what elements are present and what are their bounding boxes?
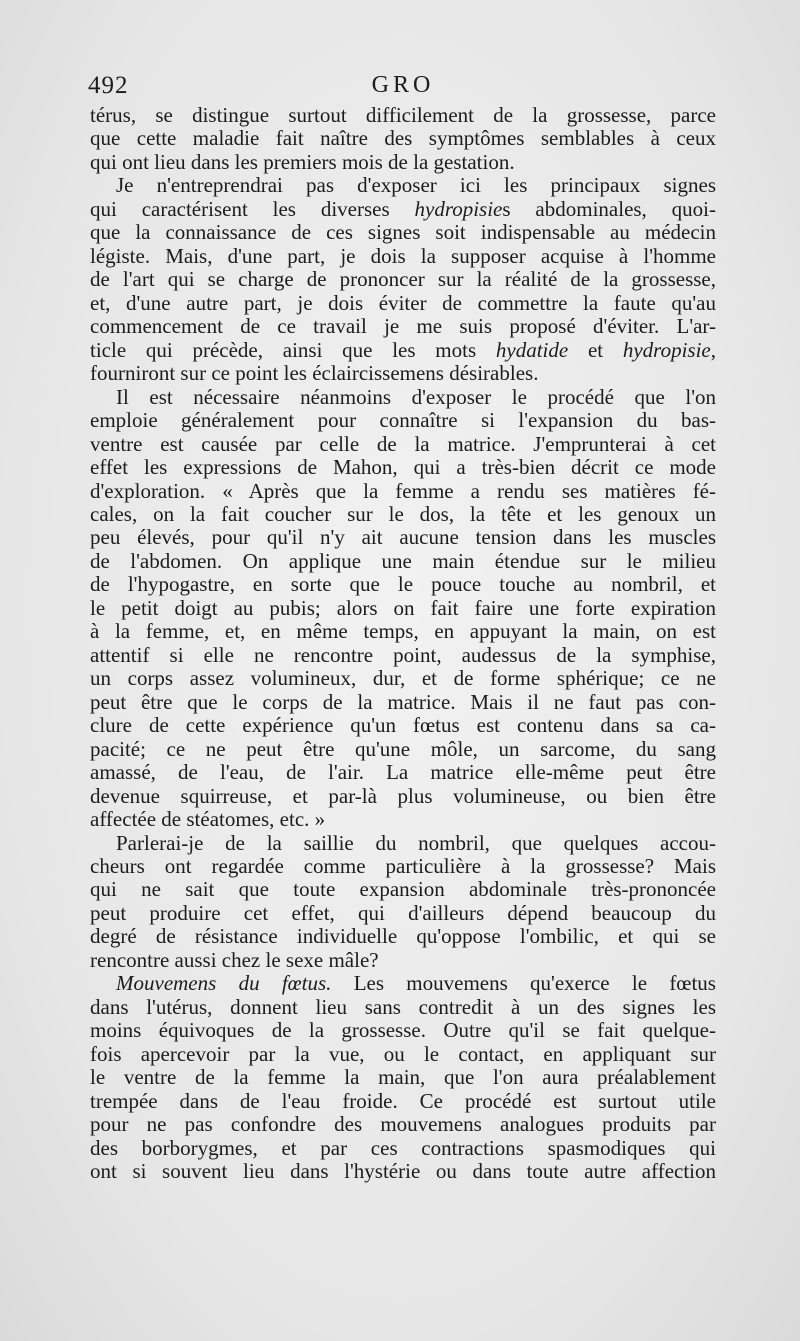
page-number: 492	[88, 72, 129, 99]
text-line: trempée dans de l'eau froide. Ce procédé est surtout utile	[90, 1088, 716, 1113]
text-line: Mouvemens du fœtus. Les mouvemens qu'exerce le fœtus	[116, 971, 716, 996]
text-line: et, d'une autre part, je dois éviter de commettre la faute qu'au	[90, 290, 716, 315]
text-line: fois apercevoir par la vue, ou le contact, en appliquant sur	[90, 1041, 716, 1066]
text-line: fourniront sur ce point les éclaircissemens désirables.	[90, 361, 539, 386]
text-line: emploie généralement pour connaître si l'expansion du bas-	[90, 408, 716, 433]
text-line: pour ne pas confondre des mouvemens analogues produits par	[90, 1112, 716, 1137]
text-line: que cette maladie fait naître des symptômes semblables à ceux	[90, 126, 716, 151]
text-line: degré de résistance individuelle qu'oppose l'ombilic, et qui se	[90, 924, 716, 949]
text-line: d'exploration. « Après que la femme a rendu ses matières fé-	[90, 478, 716, 503]
text-line: qui caractérisent les diverses hydropisies abdominales, quoi-	[90, 196, 716, 221]
text-line: cheurs ont regardée comme particulière à la grossesse? Mais	[90, 854, 716, 878]
text-line: le ventre de la femme la main, que l'on aura préalablement	[90, 1065, 716, 1090]
text-line: commencement de ce travail je me suis proposé d'éviter. L'ar-	[90, 314, 716, 339]
text-line: ventre est causée par celle de la matrice. J'emprunterai à cet	[90, 431, 716, 456]
text-line: clure de cette expérience qu'un fœtus est contenu dans sa ca-	[90, 713, 716, 738]
text-line: que la connaissance de ces signes soit indispensable au médecin	[90, 220, 716, 245]
text-line: dans l'utérus, donnent lieu sans contredit à un des signes les	[90, 994, 716, 1019]
text-line: peut produire cet effet, qui d'ailleurs dépend beaucoup du	[90, 900, 716, 925]
text-line: effet les expressions de Mahon, qui a très-bien décrit ce mode	[90, 455, 716, 480]
text-line: à la femme, et, en même temps, en appuyant la main, on est	[90, 619, 716, 644]
text-line: ticle qui précède, ainsi que les mots hydatide et hydropisie,	[90, 337, 716, 362]
text-line: peut être que le corps de la matrice. Mais il ne faut pas con-	[90, 689, 716, 714]
text-line: Je n'entreprendrai pas d'exposer ici les principaux signes	[116, 173, 716, 198]
text-line: rencontre aussi chez le sexe mâle?	[90, 947, 379, 972]
body-text	[90, 104, 716, 1184]
running-head: GRO	[371, 72, 435, 98]
text-line: Parlerai-je de la saillie du nombril, que quelques accou-	[116, 830, 716, 855]
text-line: qui ne sait que toute expansion abdominale très-prononcée	[90, 877, 716, 902]
text-line: des borborygmes, et par ces contractions spasmodiques qui	[90, 1135, 716, 1160]
text-line: le petit doigt au pubis; alors on fait faire une forte expiration	[90, 595, 716, 620]
text-line: de l'art qui se charge de prononcer sur la réalité de la grossesse,	[90, 267, 716, 292]
text-line: attentif si elle ne rencontre point, audessus de la symphise,	[90, 642, 716, 667]
text-line: amassé, de l'eau, de l'air. La matrice elle-même peut être	[90, 760, 716, 785]
text-line: ont si souvent lieu dans l'hystérie ou dans toute autre affection	[90, 1159, 716, 1184]
text-line: Il est nécessaire néanmoins d'exposer le procédé que l'on	[116, 384, 716, 409]
text-line: cales, on la fait coucher sur le dos, la tête et les genoux un	[90, 501, 716, 526]
text-line: légiste. Mais, d'une part, je dois la supposer acquise à l'homme	[90, 243, 716, 268]
page-header	[88, 72, 718, 106]
text-line: de l'abdomen. On applique une main étendue sur le milieu	[90, 548, 716, 573]
text-line: qui ont lieu dans les premiers mois de la gestation.	[90, 149, 515, 174]
text-line: devenue squirreuse, et par-là plus volumineuse, ou bien être	[90, 783, 716, 808]
text-line: moins équivoques de la grossesse. Outre qu'il se fait quelque-	[90, 1018, 716, 1043]
text-line: affectée de stéatomes, etc. »	[90, 807, 326, 832]
text-line: térus, se distingue surtout difficilement de la grossesse, parce	[90, 103, 716, 127]
text-line: de l'hypogastre, en sorte que le pouce touche au nombril, et	[90, 572, 716, 597]
text-line: un corps assez volumineux, dur, et de forme sphérique; ce ne	[90, 666, 716, 691]
text-line: pacité; ce ne peut être qu'une môle, un sarcome, du sang	[90, 736, 716, 761]
text-line: peu élevés, pour qu'il n'y ait aucune tension dans les muscles	[90, 525, 716, 550]
